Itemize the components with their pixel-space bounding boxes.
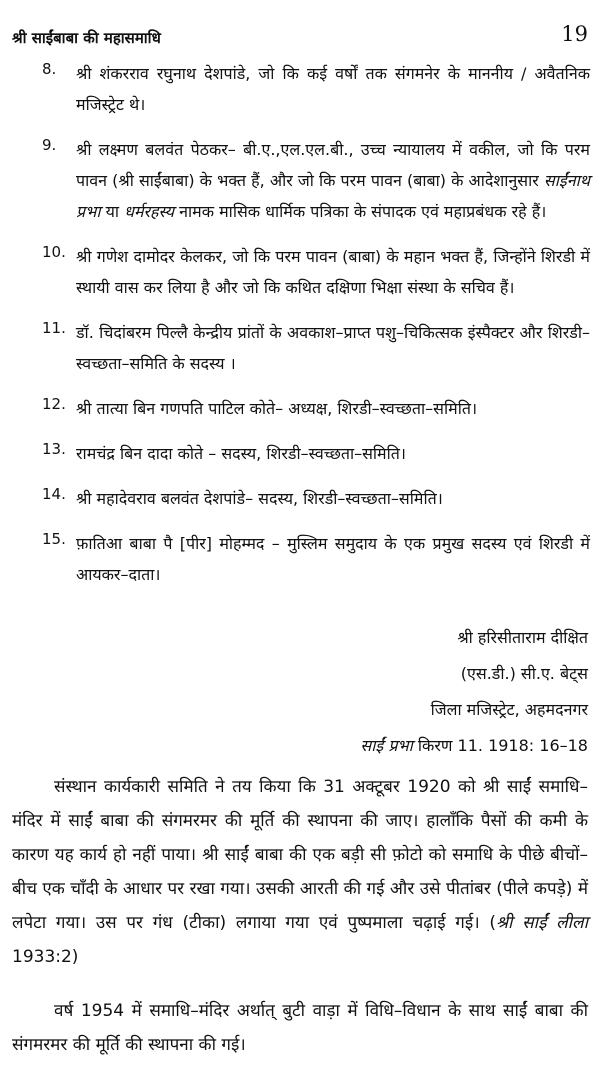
list-item [42,483,590,514]
magazine-title: साईंनाथ प्रभा [76,171,596,221]
list-item-text-part: श्री लक्ष्मण बलवंत पेठकर– बी.ए.,एल.एल.बी., उच्च न्यायालय में वकील, जो कि परम पावन (श्री साईंबाबा) के भक्त हैं, और जो कि परम पावन (बाबा) के आदेशानुसार [76,140,596,190]
list-item [42,438,590,469]
list-item [42,134,596,227]
list-item-text: श्री गणेश दामोदर केलकर, जो कि परम पावन (बाबा) के महान भक्त हैं, जिन्होंने शिरडी में स्थायी वास कर लिया है और जो कि कथित दक्षिणा भिक्षा संस्था के सचिव हैं। [76,247,596,297]
page-number: 19 [561,22,588,46]
body-paragraph [12,994,588,1062]
paragraph-text: संस्थान कार्यकारी समिति ने तय किया कि 31 अक्टूबर 1920 को श्री साईं समाधि–मंदिर में साईं बाबा की संगमरमर की मूर्ति की स्थापना की जाए। हालाँकि पैसों की कमी के कारण यह कार्य हो नहीं पाया। श्री साईं बाबा की एक बड़ी सी फ़ोटो को समाधि के पीछे बीचों–बीच एक चाँदी के आधार पर रखा गया। उसकी आरती की गई और उसे पीतांबर (पीले कपड़े) में लपेटा गया। उस पर गंध (टीका) लगाया गया एवं पुष्पमाला चढ़ाई गई। ( [12,777,588,933]
signature-block [288,620,588,764]
list-item-number: 8. [42,60,57,78]
source-reference: किरण 11. 1918: 16–18 [412,736,588,755]
signatory-name: श्री हरिसीताराम दीक्षित [457,628,588,647]
list-item-text-part: नामक मासिक धार्मिक पत्रिका के संपादक एवं महाप्रबंधक रहे हैं। [174,202,547,221]
list-item [42,241,596,303]
citation-title: श्री साईं लीला [496,913,588,933]
running-title: श्री साईंबाबा की महासमाधि [12,29,161,47]
list-item-text: श्री शंकरराव रघुनाथ देशपांडे, जो कि कई वर्षों तक संगमनेर के माननीय / अवैतनिक मजिस्ट्रेट थे। [76,64,596,114]
list-item [42,528,596,590]
list-item [42,58,596,120]
source-title: साईं प्रभा [360,736,413,755]
list-item-number: 10. [42,243,66,261]
list-item-text: श्री तात्या बिन गणपति पाटिल कोते– अध्यक्ष, शिरडी–स्वच्छता–समिति। [76,399,478,418]
magazine-title: धर्मरहस्य [124,202,175,221]
list-item [42,317,590,379]
list-item-text: फ़ातिआ बाबा पै [पीर] मोहम्मद – मुस्लिम समुदाय के एक प्रमुख सदस्य एवं शिरडी में आयकर–दाता। [76,534,596,584]
source-citation [288,728,588,764]
list-item-number: 13. [42,440,66,458]
member-list [42,58,596,604]
body-paragraph [12,770,588,974]
list-item-text: रामचंद्र बिन दादा कोते – सदस्य, शिरडी–स्वच्छता–समिति। [76,444,406,463]
list-item-text-part: या [100,202,125,221]
list-item-text: श्री महादेवराव बलवंत देशपांडे– सदस्य, शिरडी–स्वच्छता–समिति। [76,489,443,508]
signatory-credentials: (एस.डी.) सी.ए. बेट्स [460,664,588,683]
list-item-text [76,134,596,227]
list-item-number: 12. [42,395,66,413]
list-item-number: 9. [42,136,57,154]
list-item-number: 15. [42,530,66,548]
list-item-text: डॉ. चिदांबरम पिल्लै केन्द्रीय प्रांतों के अवकाश–प्राप्त पशु–चिकित्सक इंस्पैक्टर और शिरडी–स्वच्छता–समिति के सदस्य । [76,323,590,373]
list-item [42,393,590,424]
page-header [12,22,588,50]
list-item-number: 11. [42,319,66,337]
paragraph-text: वर्ष 1954 में समाधि–मंदिर अर्थात् बुटी वाड़ा में विधि–विधान के साथ साईं बाबा की संगमरमर की मूर्ति की स्थापना की गई। [12,1001,588,1055]
signatory-office: जिला मजिस्ट्रेट, अहमदनगर [430,700,588,719]
list-item-number: 14. [42,485,66,503]
citation-reference: 1933:2) [12,947,79,967]
